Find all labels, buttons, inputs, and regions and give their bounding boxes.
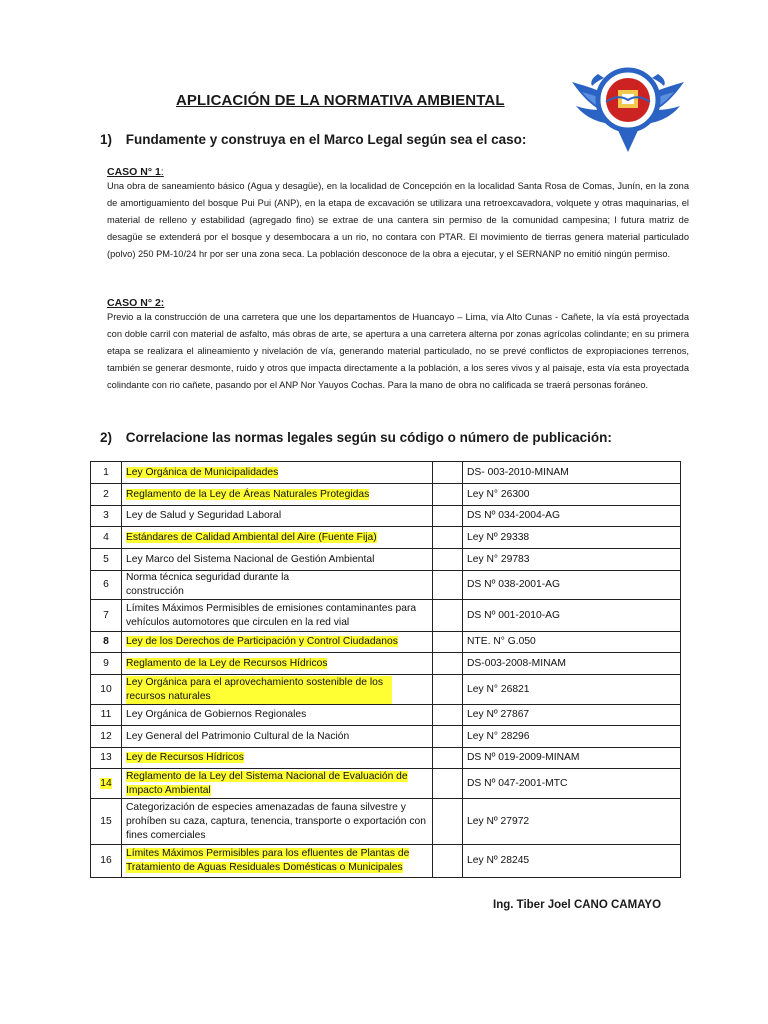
section-1-heading [100, 132, 526, 147]
row-number: 11 [91, 705, 122, 726]
row-code: Ley N° 29783 [463, 549, 681, 571]
row-law-name [122, 462, 433, 484]
table-row [91, 675, 681, 705]
row-number: 6 [91, 571, 122, 600]
law-name-text: Ley de Recursos Hídricos [126, 752, 244, 763]
row-number: 8 [91, 632, 122, 653]
case-2-text: Previo a la construcción de una carretera que une los departamentos de Huancayo – Lima, vía Alto Cunas - Cañete, la vía está proyectada con doble carril con material de asfalto, más obras de arte, se apertura a una carretera alterna por zonas agrícolas colindante; en su primera etapa se realizara el alineamiento y nivelación de vía, generando material particulado, no se prevé conflictos de expropiaciones terrenos, también se generar desmonte, ruido y otros que impacta directamente a la población, a los seres vivos y al paisaje, esta vía esta proyectada colindante con rio cañete, pasando por el ANP Nor Yauyos Cochas. Para la mano de obra no calificada se traerá personas foráneo. [107, 312, 689, 391]
norms-table [90, 461, 681, 878]
row-code: NTE. N° G.050 [463, 632, 681, 653]
row-number: 1 [91, 462, 122, 484]
answer-cell[interactable] [433, 845, 463, 878]
case-1-label-text: CASO N° 1 [107, 166, 161, 178]
table-row [91, 506, 681, 527]
law-name-text: Norma técnica seguridad durante la construcción [126, 572, 290, 597]
section-2-heading [100, 430, 612, 445]
row-law-name [122, 653, 433, 675]
law-name-text: Ley Marco del Sistema Nacional de Gestión Ambiental [126, 553, 375, 565]
row-number: 5 [91, 549, 122, 571]
case-1-text: Una obra de saneamiento básico (Agua y desagüe), en la localidad de Concepción en la localidad Santa Rosa de Comas, Junín, en la zona de amortiguamiento del bosque Pui Pui (ANP), en la etapa de excavación se utilizara una retroexcavadora, volquete y otras maquinarias, el material de relleno y estabilidad (agregado fino) se extrae de una cantera sin permiso de la comunidad campesina; l futura matriz de desagüe se extenderá por el bosque y desembocara a un rio, no contara con PTAR. El movimiento de tierras genera material particulado (polvo) 250 PM-10/24 hr por ser una zona seca. La población desconoce de la obra a ejecutar, y el SERNANP no emitió ningún permiso. [107, 181, 689, 260]
row-law-name [122, 845, 433, 878]
table-row [91, 632, 681, 653]
row-code: Ley N° 26821 [463, 675, 681, 705]
table-row [91, 571, 681, 600]
row-law-name [122, 675, 433, 705]
row-number: 9 [91, 653, 122, 675]
answer-cell[interactable] [433, 675, 463, 705]
table-row [91, 799, 681, 845]
case-1-label [107, 166, 164, 178]
table-row [91, 705, 681, 726]
row-number: 4 [91, 527, 122, 549]
answer-cell[interactable] [433, 571, 463, 600]
row-law-name [122, 632, 433, 653]
law-name-text: Ley de los Derechos de Participación y Control Ciudadanos [126, 636, 398, 647]
answer-cell[interactable] [433, 799, 463, 845]
answer-cell[interactable] [433, 484, 463, 506]
row-law-name [122, 705, 433, 726]
law-name-text: Ley de Salud y Seguridad Laboral [126, 510, 282, 521]
row-code: Ley N° 26300 [463, 484, 681, 506]
row-code: Ley Nº 27867 [463, 705, 681, 726]
row-number [91, 769, 122, 799]
section-2-number: 2) [100, 430, 113, 445]
row-law-name [122, 484, 433, 506]
law-name-text: Estándares de Calidad Ambiental del Aire (Fuente Fija) [126, 531, 377, 543]
row-code: DS Nº 019-2009-MINAM [463, 748, 681, 769]
answer-cell[interactable] [433, 653, 463, 675]
row-number: 3 [91, 506, 122, 527]
law-name-text: Ley Orgánica de Municipalidades [126, 466, 279, 478]
page-title: APLICACIÓN DE LA NORMATIVA AMBIENTAL [176, 92, 505, 109]
law-name-text: Ley Orgánica para el aprovechamiento sostenible de los recursos naturales [126, 676, 392, 704]
table-row [91, 527, 681, 549]
table-row [91, 653, 681, 675]
law-name-text: Límites Máximos Permisibles para los efluentes de Plantas de Tratamiento de Aguas Residuales Domésticas o Municipales [126, 848, 410, 873]
law-name-text: Reglamento de la Ley de Áreas Naturales Protegidas [126, 488, 370, 500]
table-row [91, 769, 681, 799]
law-name-text: Reglamento de la Ley del Sistema Nacional de Evaluación de Impacto Ambiental [126, 770, 408, 796]
case-1-colon: : [160, 166, 164, 178]
row-law-name [122, 527, 433, 549]
row-code: DS Nº 038-2001-AG [463, 571, 681, 600]
row-number-text: 14 [100, 777, 112, 789]
row-code: Ley Nº 29338 [463, 527, 681, 549]
row-code: Ley Nº 27972 [463, 799, 681, 845]
row-law-name [122, 600, 433, 632]
table-row [91, 462, 681, 484]
answer-cell[interactable] [433, 769, 463, 799]
author-signature: Ing. Tiber Joel CANO CAMAYO [493, 899, 662, 911]
table-row [91, 600, 681, 632]
answer-cell[interactable] [433, 506, 463, 527]
table-row [91, 748, 681, 769]
row-law-name [122, 549, 433, 571]
table-row [91, 549, 681, 571]
answer-cell[interactable] [433, 462, 463, 484]
row-number: 15 [91, 799, 122, 845]
row-number: 2 [91, 484, 122, 506]
law-name-text: Ley Orgánica de Gobiernos Regionales [126, 709, 307, 720]
row-number: 13 [91, 748, 122, 769]
row-law-name [122, 799, 433, 845]
row-code: DS Nº 047-2001-MTC [463, 769, 681, 799]
table-row [91, 845, 681, 878]
row-code: Ley Nº 28245 [463, 845, 681, 878]
answer-cell[interactable] [433, 726, 463, 748]
row-number: 12 [91, 726, 122, 748]
row-code: Ley N° 28296 [463, 726, 681, 748]
row-law-name [122, 726, 433, 748]
row-law-name [122, 769, 433, 799]
row-code: DS Nº 034-2004-AG [463, 506, 681, 527]
row-law-name [122, 506, 433, 527]
case-2-label: CASO N° 2: [107, 297, 165, 309]
law-name-text: Reglamento de la Ley de Recursos Hídricos [126, 657, 328, 669]
answer-cell[interactable] [433, 527, 463, 549]
row-law-name [122, 571, 433, 600]
answer-cell[interactable] [433, 705, 463, 726]
row-code: DS-003-2008-MINAM [463, 653, 681, 675]
section-1-text: Fundamente y construya en el Marco Legal según sea el caso: [125, 132, 527, 147]
row-number: 10 [91, 675, 122, 705]
table-row [91, 484, 681, 506]
row-number: 16 [91, 845, 122, 878]
row-code: DS Nº 001-2010-AG [463, 600, 681, 632]
law-name-text: Ley General del Patrimonio Cultural de la Nación [126, 730, 350, 742]
section-1-number: 1) [100, 132, 113, 147]
answer-cell[interactable] [433, 632, 463, 653]
answer-cell[interactable] [433, 748, 463, 769]
answer-cell[interactable] [433, 549, 463, 571]
law-name-text: Límites Máximos Permisibles de emisiones contaminantes para vehículos automotores que circulen en la red vial [126, 602, 417, 628]
row-number: 7 [91, 600, 122, 632]
section-2-text: Correlacione las normas legales según su código o número de publicación: [125, 430, 612, 445]
university-emblem-icon [570, 52, 686, 156]
answer-cell[interactable] [433, 600, 463, 632]
row-law-name [122, 748, 433, 769]
table-row [91, 726, 681, 748]
law-name-text: Categorización de especies amenazadas de fauna silvestre y prohíben su caza, captura, tenencia, transporte o exportación con fines comerciales [126, 801, 426, 841]
row-code: DS- 003-2010-MINAM [463, 462, 681, 484]
